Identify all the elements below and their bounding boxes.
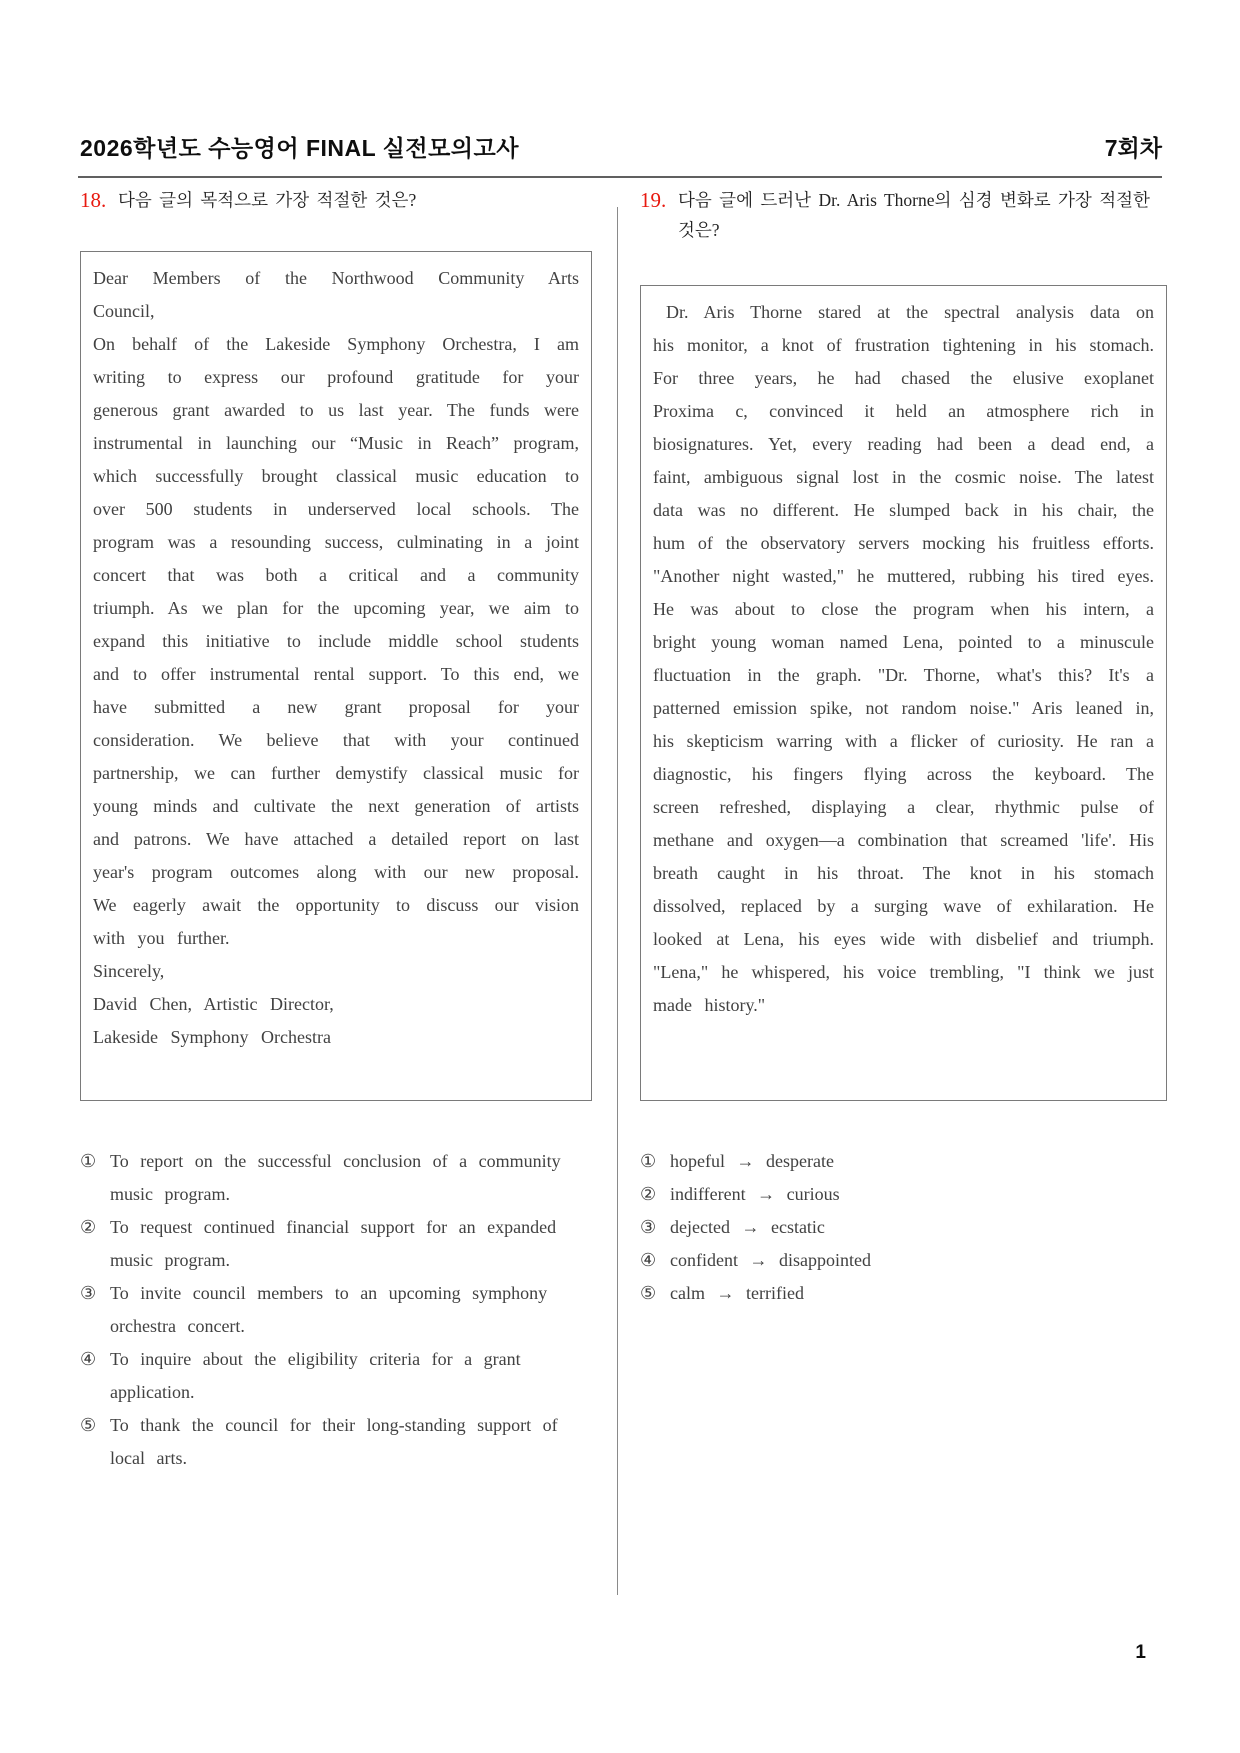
question-18-passage-box: [80, 251, 592, 1101]
option-4-text: To inquire about the eligibility criteria for a grant application.: [110, 1349, 521, 1402]
question-18-options: [80, 1145, 592, 1475]
option-5-text: To thank the council for their long-standing support of local arts.: [110, 1415, 558, 1468]
question-19-number: 19.: [640, 188, 667, 212]
option-5-text: calm → terrified: [670, 1283, 804, 1303]
question-18: [80, 185, 592, 1475]
option-4-marker: ④: [640, 1250, 657, 1270]
option-3: [640, 1211, 1167, 1244]
option-5: [80, 1409, 592, 1475]
exam-title: 2026학년도 수능영어 FINAL 실전모의고사: [80, 135, 519, 161]
letter-signature-org: Lakeside Symphony Orchestra: [93, 1027, 331, 1047]
option-2: [80, 1211, 592, 1277]
option-2-text: To request continued financial support for an expanded music program.: [110, 1217, 557, 1270]
option-4: [80, 1343, 592, 1409]
option-4-marker: ④: [80, 1349, 97, 1369]
question-18-number: 18.: [80, 188, 107, 212]
option-3-text: dejected → ecstatic: [670, 1217, 825, 1237]
question-19-options: [640, 1145, 1167, 1310]
option-1-text: To report on the successful conclusion of a community music program.: [110, 1151, 561, 1204]
option-1: [640, 1145, 1167, 1178]
option-3-marker: ③: [80, 1283, 97, 1303]
letter-signature-name: David Chen, Artistic Director,: [93, 994, 334, 1014]
column-divider: [617, 207, 618, 1595]
option-3: [80, 1277, 592, 1343]
question-18-prompt: 다음 글의 목적으로 가장 적절한 것은?: [118, 190, 417, 210]
option-5-marker: ⑤: [80, 1415, 97, 1435]
option-1-marker: ①: [640, 1151, 657, 1171]
option-1-text: hopeful → desperate: [670, 1151, 834, 1171]
option-2-marker: ②: [80, 1217, 97, 1237]
option-3-marker: ③: [640, 1217, 657, 1237]
option-2-marker: ②: [640, 1184, 657, 1204]
option-2: [640, 1178, 1167, 1211]
question-18-header: [80, 185, 592, 215]
option-5-marker: ⑤: [640, 1283, 657, 1303]
option-1: [80, 1145, 592, 1211]
option-3-text: To invite council members to an upcoming symphony orchestra concert.: [110, 1283, 548, 1336]
letter-body: On behalf of the Lakeside Symphony Orchestra, I am writing to express our profound gratitude for your generous grant awarded to us last year. The funds were instrumental in launching our “Music in Reach” program, which successfully brought classical music education to over 500 students in underserved local schools. The program was a resounding success, culminating in a joint concert that was both a critical and a community triumph. As we plan for the upcoming year, we aim to expand this initiative to include middle school students and to offer instrumental rental support. To this end, we have submitted a new grant proposal for your consideration. We believe that with your continued partnership, we can further demystify classical music for young minds and cultivate the next generation of artists and patrons. We have attached a detailed report on last year's program outcomes along with our new proposal. We eagerly await the opportunity to discuss our vision with you further.: [93, 334, 579, 948]
narrative-body: Dr. Aris Thorne stared at the spectral analysis data on his monitor, a knot of frustration tightening in his stomach. For three years, he had chased the elusive exoplanet Proxima c, convinced it held an atmosphere rich in biosignatures. Yet, every reading had been a dead end, a faint, ambiguous signal lost in the cosmic noise. The latest data was no different. He slumped back in his chair, the hum of the observatory servers mocking his fruitless efforts. "Another night wasted," he muttered, rubbing his tired eyes. He was about to close the program when his intern, a bright young woman named Lena, pointed to a minuscule fluctuation in the graph. "Dr. Thorne, what's this? It's a patterned emission spike, not random noise." Aris leaned in, his skepticism warring with a flicker of curiosity. He ran a diagnostic, his fingers flying across the keyboard. The screen refreshed, displaying a clear, rhythmic pulse of methane and oxygen—a combination that screamed 'life'. His breath caught in his throat. The knot in his stomach dissolved, replaced by a surging wave of exhilaration. He looked at Lena, his eyes wide with disbelief and triumph. "Lena," he whispered, his voice trembling, "I think we just made history.": [653, 302, 1154, 1015]
question-19-prompt: 다음 글에 드러난 Dr. Aris Thorne의 심경 변화로 가장 적절한 것은?: [678, 190, 1150, 240]
option-1-marker: ①: [80, 1151, 97, 1171]
page-number: 1: [1135, 1642, 1146, 1663]
option-4: [640, 1244, 1167, 1277]
question-19: [640, 185, 1167, 1310]
option-4-text: confident → disappointed: [670, 1250, 871, 1270]
option-2-text: indifferent → curious: [670, 1184, 840, 1204]
letter-closing: Sincerely,: [93, 961, 165, 981]
exam-round-label: 7회차: [1104, 135, 1162, 161]
question-19-header: [640, 185, 1167, 245]
option-5: [640, 1277, 1167, 1310]
header-rule: [78, 176, 1162, 178]
letter-salutation: Dear Members of the Northwood Community Arts Council,: [93, 268, 579, 321]
question-19-passage-box: [640, 285, 1167, 1101]
